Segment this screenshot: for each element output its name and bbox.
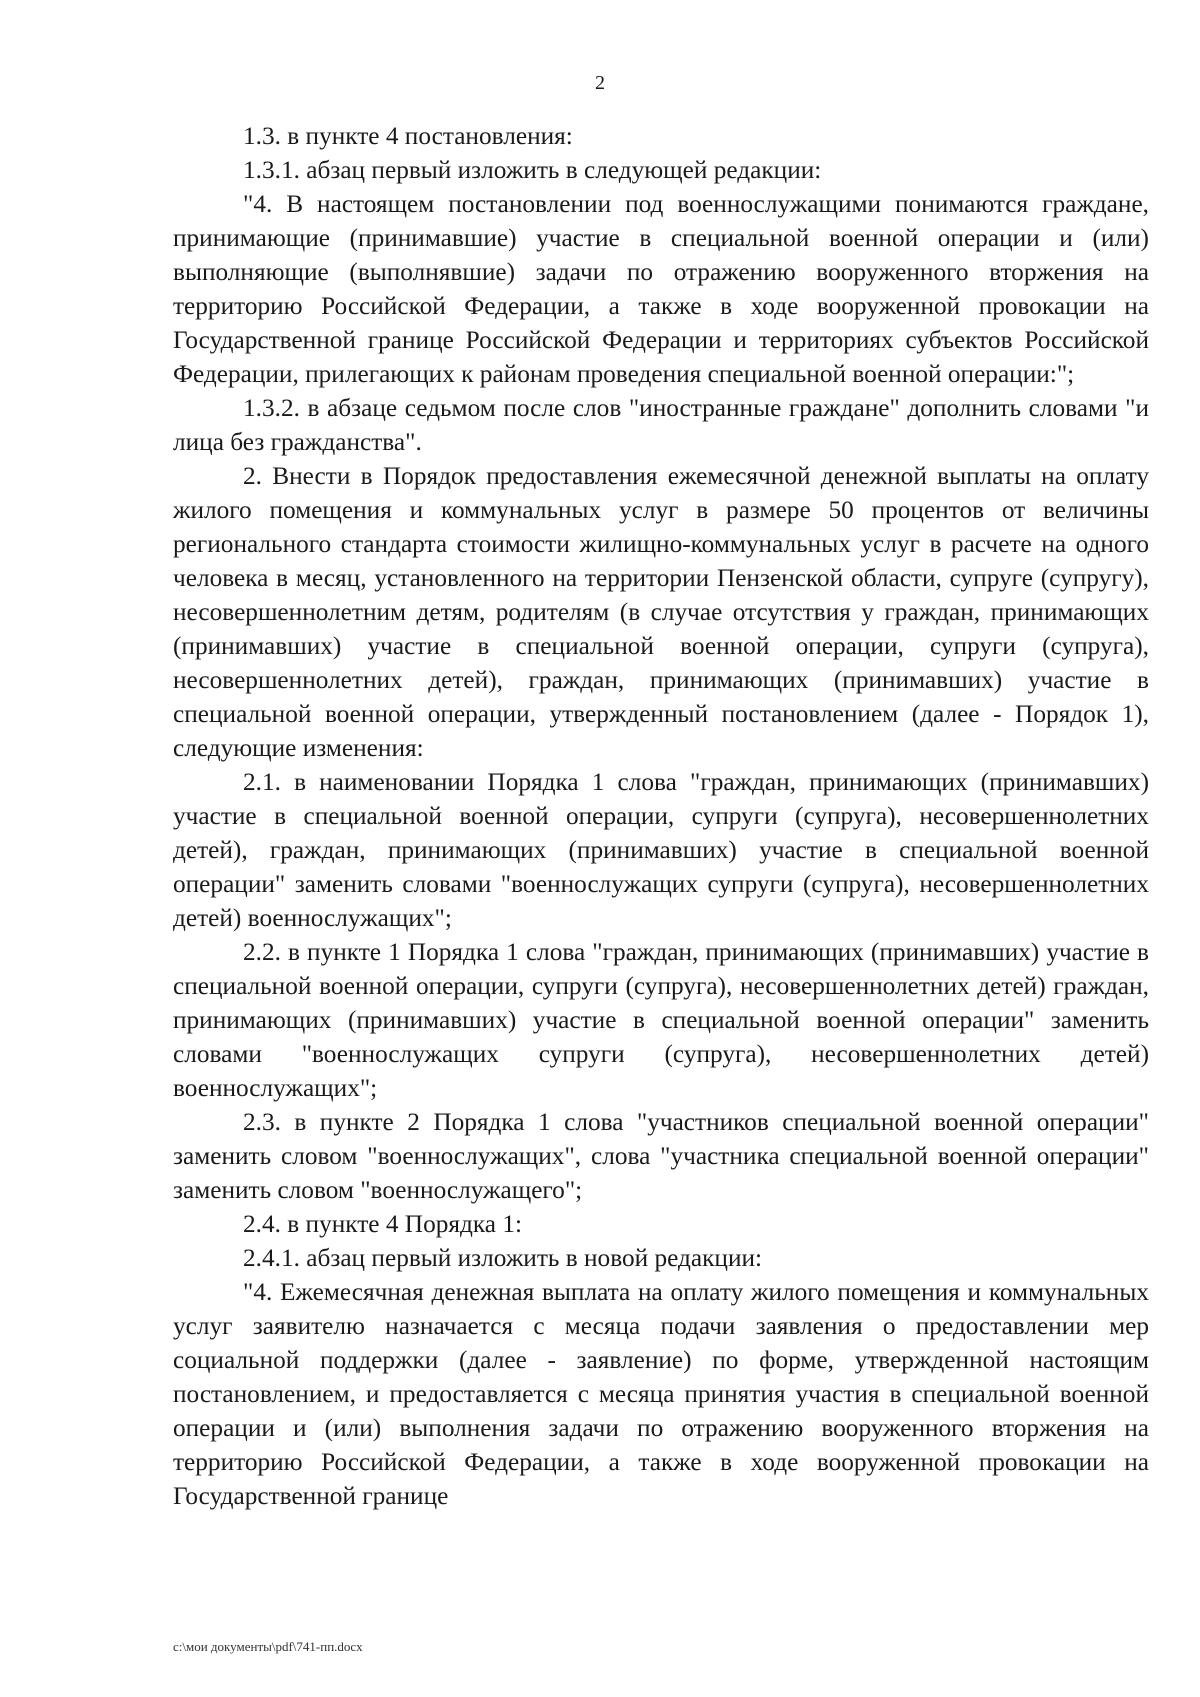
- paragraph-1-3-1: 1.3.1. абзац первый изложить в следующей редакции:: [243, 156, 822, 184]
- document-body: [173, 119, 1149, 1513]
- paragraph-2: 2. Внести в Порядок предоставления ежемесячной денежной выплаты на оплату жилого помещения и коммунальных услуг в размере 50 процентов от величины регионального стандарта стоимости жилищно-коммунальных услуг в расчете на одного человека в месяц, установленного на территории Пензенской области, супруге (супругу), несовершеннолетним детям, родителям (в случае отсутствия у граждан, принимающих (принимавших) участие в специальной военной операции, супруги (супруга), несовершеннолетних детей), граждан, принимающих (принимавших) участие в специальной военной операции, утвержденный постановлением (далее - Порядок 1), следующие изменения:: [173, 462, 1149, 762]
- footer-file-path: c:\мои документы\pdf\741-пп.docx: [173, 1639, 363, 1654]
- paragraph-2-1: 2.1. в наименовании Порядка 1 слова "граждан, принимающих (принимавших) участие в специальной военной операции, супруги (супруга), несовершеннолетних детей), граждан, принимающих (принимавших) участие в специальной военной операции" заменить словами "военнослужащих супруги (супруга), несовершеннолетних детей) военнослужащих";: [173, 768, 1149, 932]
- paragraph-2-4: 2.4. в пункте 4 Порядка 1:: [243, 1210, 523, 1238]
- paragraph-1-3-2: 1.3.2. в абзаце седьмом после слов "иностранные граждане" дополнить словами "и лица без гражданства".: [173, 394, 1149, 456]
- paragraph-quote-4: "4. В настоящем постановлении под военнослужащими понимаются граждане, принимающие (принимавшие) участие в специальной военной операции и (или) выполняющие (выполнявшие) задачи по отражению вооруженного вторжения на территорию Российской Федерации, а также в ходе вооруженной провокации на Государственной границе Российской Федерации и территориях субъектов Российской Федерации, прилегающих к районам проведения специальной военной операции:";: [173, 190, 1149, 388]
- page-number: 2: [595, 72, 605, 94]
- paragraph-quote-4-payment: "4. Ежемесячная денежная выплата на оплату жилого помещения и коммунальных услуг заявителю назначается с месяца подачи заявления о предоставлении мер социальной поддержки (далее - заявление) по форме, утвержденной настоящим постановлением, и предоставляется с месяца принятия участия в специальной военной операции и (или) выполнения задачи по отражению вооруженного вторжения на территорию Российской Федерации, а также в ходе вооруженной провокации на Государственной границе: [173, 1278, 1149, 1510]
- paragraph-2-3: 2.3. в пункте 2 Порядка 1 слова "участников специальной военной операции" заменить словом "военнослужащих", слова "участника специальной военной операции" заменить словом "военнослужащего";: [173, 1108, 1149, 1204]
- paragraph-1-3: 1.3. в пункте 4 постановления:: [243, 122, 573, 150]
- paragraph-2-4-1: 2.4.1. абзац первый изложить в новой редакции:: [243, 1244, 763, 1272]
- paragraph-2-2: 2.2. в пункте 1 Порядка 1 слова "граждан, принимающих (принимавших) участие в специальной военной операции, супруги (супруга), несовершеннолетних детей) граждан, принимающих (принимавших) участие в специальной военной операции" заменить словами "военнослужащих супруги (супруга), несовершеннолетних детей) военнослужащих";: [173, 938, 1149, 1102]
